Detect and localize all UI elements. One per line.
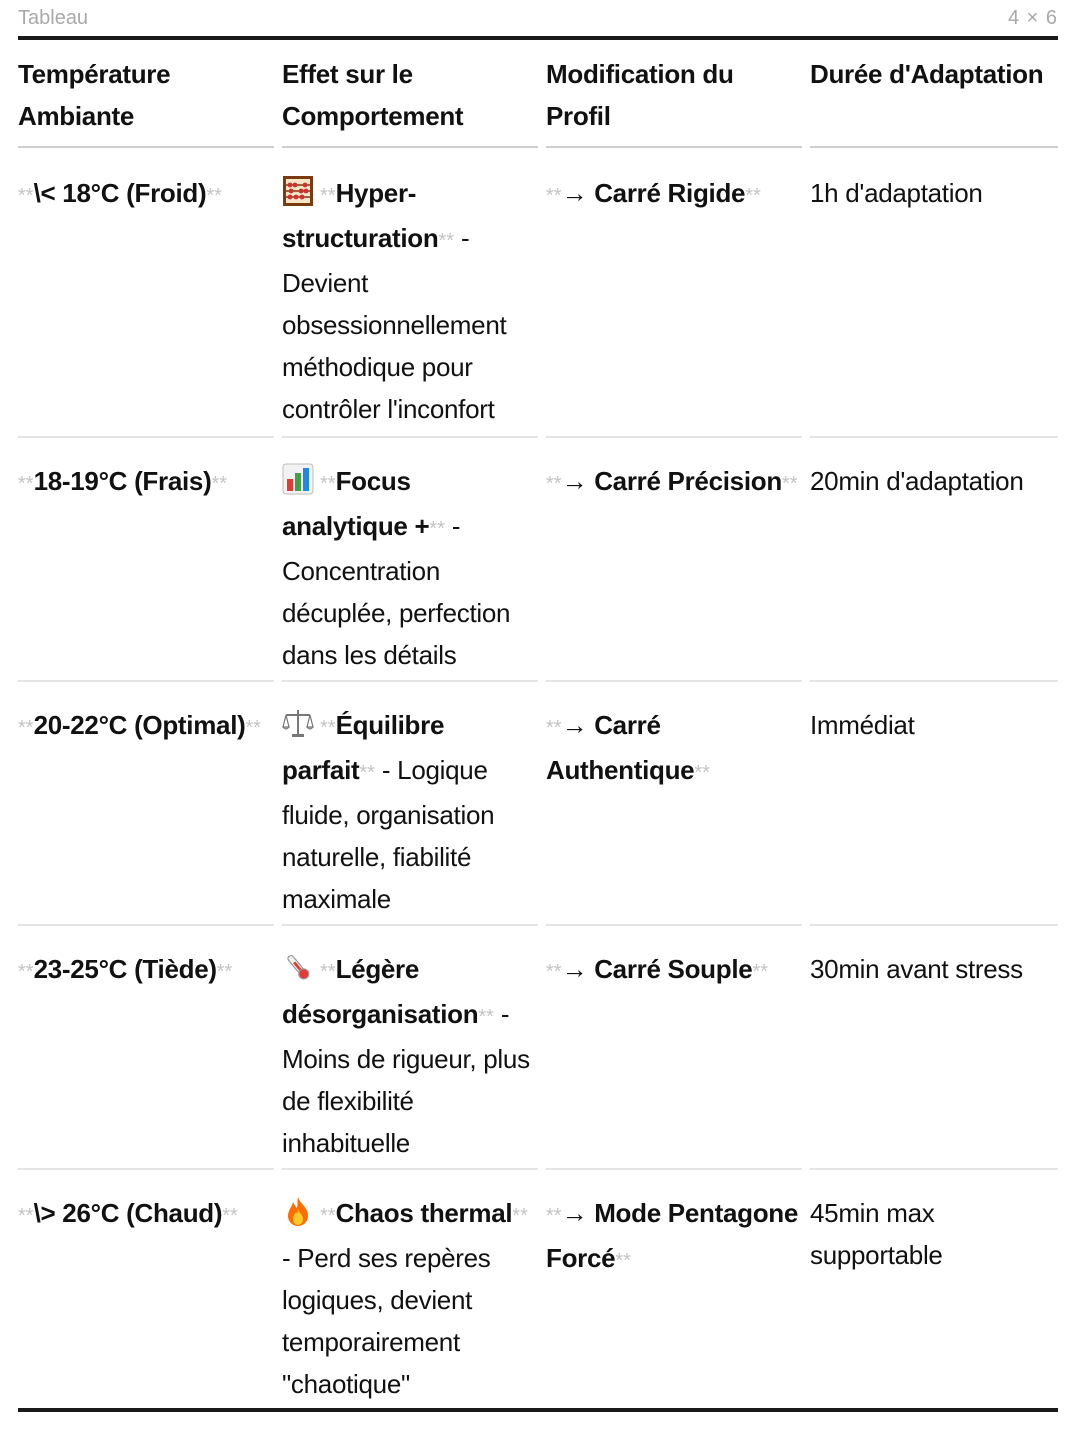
table-row[interactable] <box>18 436 1058 680</box>
cell-effect: **Équilibre parfait** - Logique fluide, organisation naturelle, fiabilité maximale <box>282 680 538 920</box>
table-title: Tableau <box>18 6 89 29</box>
cell-profile: **→ Carré Souple** <box>546 924 802 993</box>
profile-label: → Carré Rigide <box>561 178 746 208</box>
thermometer-icon <box>282 951 314 983</box>
cell-duration: Immédiat <box>810 680 1058 746</box>
cell-effect: **Légère désorganisation** - Moins de rigueur, plus de flexibilité inhabituelle <box>282 924 538 1164</box>
profile-label: → Carré Souple <box>561 954 753 984</box>
cell-profile: **→ Mode Pentagone Forcé** <box>546 1168 802 1282</box>
effect-description: Perd ses repères logiques, devient temporairement "chaotique" <box>282 1243 491 1399</box>
data-table <box>18 36 1058 1412</box>
cell-profile: **→ Carré Précision** <box>546 436 802 505</box>
cell-profile: **→ Carré Authentique** <box>546 680 802 794</box>
column-header-effect[interactable]: Effet sur le Comportement <box>282 40 538 148</box>
table-row[interactable] <box>18 680 1058 924</box>
cell-effect: **Hyper-structuration** - Devient obsessionnellement méthodique pour contrôler l'inconfort <box>282 150 538 430</box>
effect-description: Concentration décuplée, perfection dans les détails <box>282 556 511 670</box>
table-header-row <box>18 40 1058 150</box>
table-toolbar <box>18 4 1058 32</box>
effect-description: Moins de rigueur, plus de flexibilité inhabituelle <box>282 1044 530 1158</box>
effect-description: Logique fluide, organisation naturelle, fiabilité maximale <box>282 755 495 914</box>
profile-label: → Mode Pentagone Forcé <box>546 1198 799 1273</box>
cell-duration: 45min max supportable <box>810 1168 1058 1276</box>
temperature-label: 23-25°C (Tiède) <box>33 954 217 984</box>
effect-title: Chaos thermal <box>335 1198 513 1228</box>
profile-label: → Carré Précision <box>561 466 782 496</box>
effect-description: Devient obsessionnellement méthodique pour contrôler l'inconfort <box>282 268 507 424</box>
table-row[interactable] <box>18 1168 1058 1408</box>
abacus-icon <box>282 175 314 207</box>
effect-title: Légère désorganisation <box>282 954 479 1029</box>
effect-title: Équilibre parfait <box>282 710 445 785</box>
column-header-profile[interactable]: Modification du Profil <box>546 40 802 148</box>
temperature-label: 18-19°C (Frais) <box>33 466 212 496</box>
cell-effect: **Focus analytique +** - Concentration décuplée, perfection dans les détails <box>282 436 538 676</box>
cell-duration: 30min avant stress <box>810 924 1058 990</box>
temperature-label: 20-22°C (Optimal) <box>33 710 246 740</box>
cell-temperature: **18-19°C (Frais)** <box>18 436 274 505</box>
balance-scale-icon <box>282 707 314 739</box>
effect-title: Focus analytique + <box>282 466 430 541</box>
temperature-label: \< 18°C (Froid) <box>33 178 207 208</box>
temperature-label: \> 26°C (Chaud) <box>33 1198 223 1228</box>
cell-duration: 1h d'adaptation <box>810 178 983 208</box>
effect-title: Hyper-structuration <box>282 178 439 253</box>
cell-duration: 20min d'adaptation <box>810 436 1058 502</box>
column-header-temperature[interactable]: Température Ambiante <box>18 40 274 148</box>
fire-icon <box>282 1195 314 1227</box>
cell-temperature: **\> 26°C (Chaud)** <box>18 1168 274 1237</box>
cell-temperature: **23-25°C (Tiède)** <box>18 924 274 993</box>
cell-profile: **→ Carré Rigide** <box>546 178 761 208</box>
cell-effect: **Chaos thermal** - Perd ses repères logiques, devient temporairement "chaotique" <box>282 1168 538 1405</box>
table-row[interactable] <box>18 924 1058 1168</box>
cell-temperature: **20-22°C (Optimal)** <box>18 680 274 749</box>
profile-label: → Carré Authentique <box>546 710 695 785</box>
table-row[interactable] <box>18 150 1058 436</box>
cell-temperature: **\< 18°C (Froid)** <box>18 178 222 208</box>
column-header-duration[interactable]: Durée d'Adaptation <box>810 40 1058 148</box>
table-dimensions: 4 × 6 <box>1007 6 1058 29</box>
bar-chart-icon <box>282 463 314 495</box>
